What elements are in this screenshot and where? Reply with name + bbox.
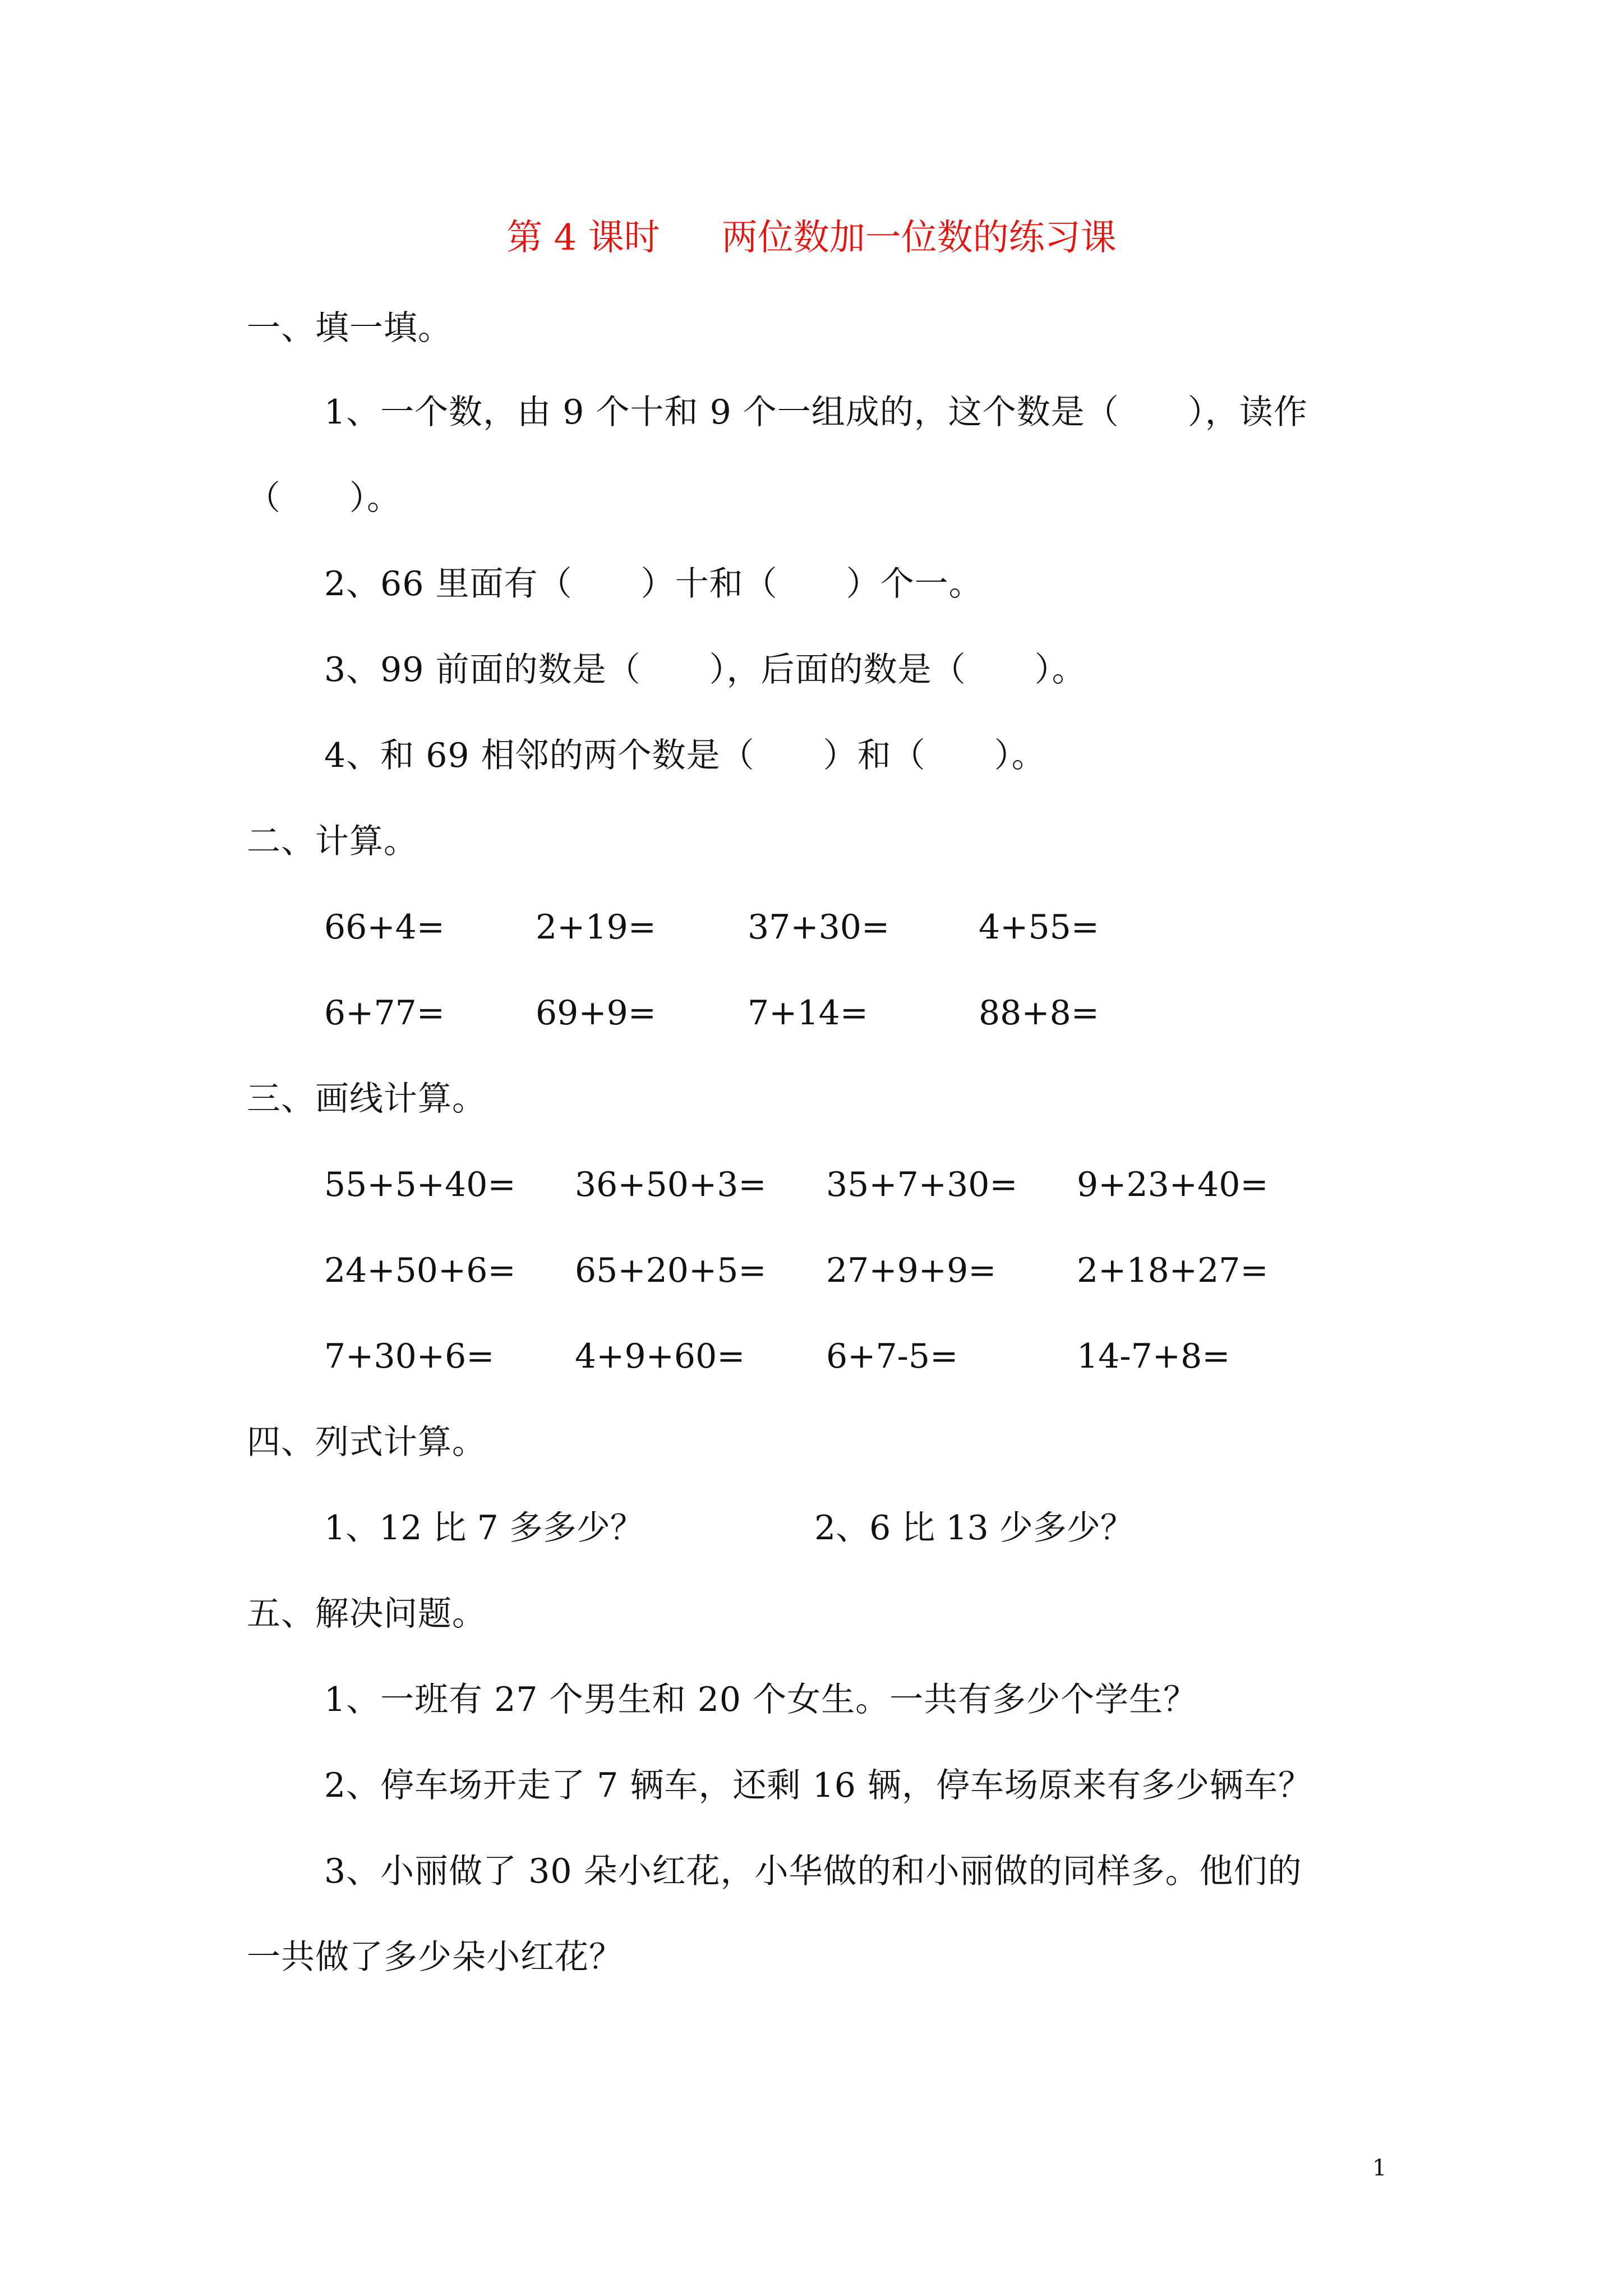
calc-problem: 7+30+6= [324, 1337, 495, 1376]
calc-problem: 55+5+40= [324, 1165, 516, 1204]
word-problem-2: 2、停车场开走了 7 辆车，还剩 16 辆，停车场原来有多少辆车？ [324, 1766, 1312, 1805]
calc-problem: 7+14= [748, 993, 869, 1033]
section-heading-line-calculation: 三、画线计算。 [247, 1079, 486, 1119]
calc-problem: 14-7+8= [1077, 1337, 1230, 1376]
equation-question-1: 1、12 比 7 多多少？ [324, 1508, 644, 1548]
page-number: 1 [1372, 2155, 1387, 2181]
question-1-3: 3、99 前面的数是（ ），后面的数是（ ）。 [324, 650, 1086, 689]
section-heading-problem-solving: 五、解决问题。 [247, 1594, 486, 1634]
calc-problem: 35+7+30= [826, 1165, 1018, 1204]
page-title [0, 217, 1623, 259]
question-1-4: 4、和 69 相邻的两个数是（ ）和（ ）。 [324, 736, 1046, 775]
calc-problem: 6+77= [324, 993, 445, 1033]
calc-problem: 24+50+6= [324, 1251, 516, 1290]
calc-problem: 36+50+3= [575, 1165, 767, 1204]
calc-problem: 66+4= [324, 908, 445, 947]
equation-question-2: 2、6 比 13 少多少？ [814, 1508, 1134, 1548]
section-heading-equation: 四、列式计算。 [247, 1423, 486, 1462]
lesson-topic: 两位数加一位数的练习课 [721, 217, 1117, 259]
calc-problem: 37+30= [748, 908, 890, 947]
word-problem-3-line-1: 3、小丽做了 30 朵小红花，小华做的和小丽做的同样多。他们的 [324, 1852, 1302, 1891]
calc-problem: 65+20+5= [575, 1251, 767, 1290]
question-1-2: 2、66 里面有（ ）十和（ ）个一。 [324, 564, 983, 604]
question-1-1-line-2: （ ）。 [247, 478, 401, 518]
section-heading-calculate: 二、计算。 [247, 822, 418, 861]
calc-problem: 2+18+27= [1077, 1251, 1269, 1290]
calc-problem: 9+23+40= [1077, 1165, 1269, 1204]
calc-problem: 2+19= [536, 908, 657, 947]
lesson-number: 第 4 课时 [506, 217, 660, 259]
section-heading-fill-in: 一、填一填。 [247, 309, 452, 348]
word-problem-3-line-2: 一共做了多少朵小红花？ [247, 1938, 623, 1977]
question-1-1-line-1: 1、一个数，由 9 个十和 9 个一组成的，这个数是（ ），读作 [324, 393, 1308, 432]
calc-problem: 27+9+9= [826, 1251, 997, 1290]
calc-problem: 4+9+60= [575, 1337, 745, 1376]
calc-problem: 69+9= [536, 993, 657, 1033]
calc-problem: 4+55= [979, 908, 1100, 947]
calc-problem: 6+7-5= [826, 1337, 958, 1376]
calc-problem: 88+8= [979, 993, 1100, 1033]
word-problem-1: 1、一班有 27 个男生和 20 个女生。一共有多少个学生？ [324, 1680, 1198, 1719]
